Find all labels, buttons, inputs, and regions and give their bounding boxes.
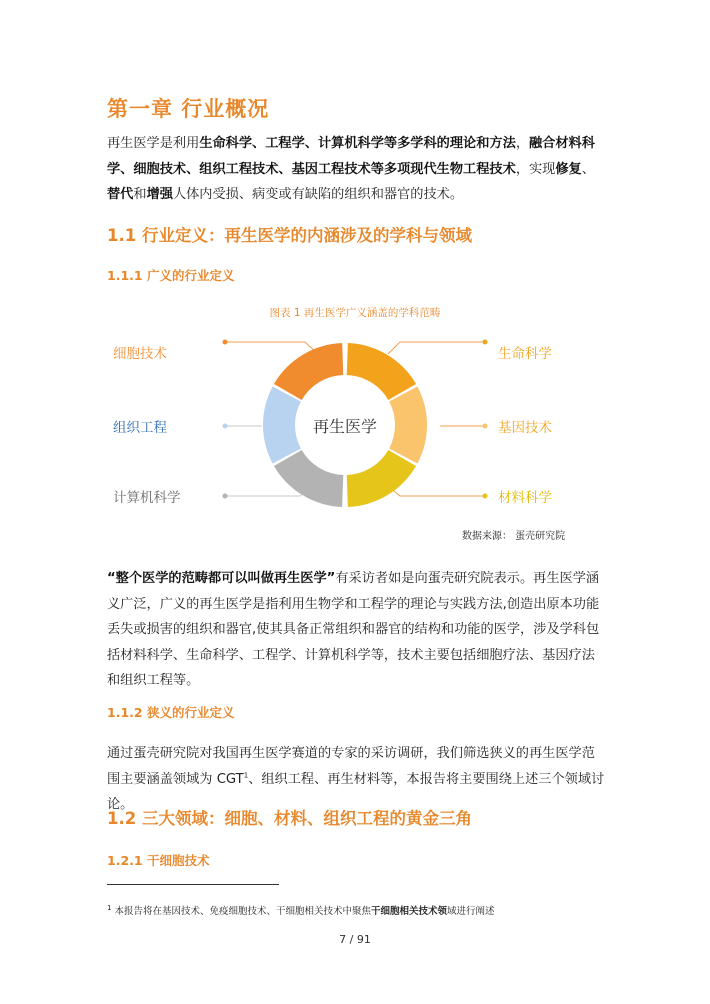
section-1-1-heading: 1.1 行业定义：再生医学的内涵涉及的学科与领域 bbox=[107, 226, 472, 245]
connector-dot-gene bbox=[483, 424, 488, 429]
donut-center-label: 再生医学 bbox=[312, 417, 378, 436]
figure-caption: 图表 1 再生医学广义涵盖的学科范畴 bbox=[269, 307, 441, 319]
intro-paragraph: 再生医学是利用生命科学、工程学、计算机科学等多学科的理论和方法，融合材料科学、细胞技术、组织工程技术、基因工程技术等多项现代生物工程技术，实现修复、替代和增强人体内受损、病变或有缺陷的组织和器官的技术。 bbox=[107, 136, 595, 202]
connector-dot-cell bbox=[223, 340, 228, 345]
donut-segment-life bbox=[347, 343, 416, 400]
connector-dot-computer bbox=[223, 494, 228, 499]
donut-segment-tissue bbox=[263, 387, 301, 464]
connector-dot-tissue bbox=[223, 424, 228, 429]
figure-source: 数据来源： 蛋壳研究院 bbox=[462, 531, 566, 542]
broad-definition-paragraph: “整个医学的范畴都可以叫做再生医学”有采访者如是向蛋壳研究院表示。再生医学涵义广泛，广义的再生医学是指利用生物学和工程学的理论与实践方法,创造出原本功能丢失或损害的组织和器官,使其具备正常组织和器官的结构和功能的医学，涉及学科包括材料科学、生命科学、工程学、计算机科学等，技术主要包括细胞疗法、基因疗法和组织工程等。 bbox=[107, 571, 600, 688]
discipline-donut bbox=[255, 335, 435, 515]
section-1-2-1-heading: 1.2.1 干细胞技术 bbox=[107, 853, 210, 868]
chapter-title: 第一章 行业概况 bbox=[107, 97, 270, 121]
footnote-divider bbox=[107, 884, 279, 885]
donut-segment-computer bbox=[274, 450, 343, 507]
label-computer-science: 计算机科学 bbox=[113, 490, 181, 506]
page-number: 7 / 91 bbox=[339, 933, 371, 946]
connector-dot-life bbox=[483, 340, 488, 345]
narrow-definition-paragraph: 通过蛋壳研究院对我国再生医学赛道的专家的采访调研，我们筛选狭义的再生医学范围主要涵盖领域为 CGT$^1$、组织工程、再生材料等，本报告将主要围绕上述三个领域讨论。 bbox=[107, 746, 605, 812]
donut-segment-gene bbox=[389, 387, 427, 464]
label-gene-tech: 基因技术 bbox=[498, 420, 552, 436]
footnote: $^1$ 本报告将在基因技术、免疫细胞技术、干细胞相关技术中聚焦干细胞相关技术领域进行阐述 bbox=[107, 903, 495, 917]
donut-segment-material bbox=[347, 450, 416, 507]
section-1-1-2-heading: 1.1.2 狭义的行业定义 bbox=[107, 705, 235, 720]
label-material-science: 材料科学 bbox=[498, 490, 552, 506]
label-tissue-engineering: 组织工程 bbox=[113, 420, 167, 436]
section-1-2-heading: 1.2 三大领域：细胞、材料、组织工程的黄金三角 bbox=[107, 809, 472, 828]
label-life-science: 生命科学 bbox=[498, 346, 552, 362]
donut-segment-cell bbox=[274, 343, 343, 400]
label-cell-tech: 细胞技术 bbox=[113, 346, 167, 362]
section-1-1-1-heading: 1.1.1 广义的行业定义 bbox=[107, 268, 235, 283]
connector-dot-material bbox=[483, 494, 488, 499]
